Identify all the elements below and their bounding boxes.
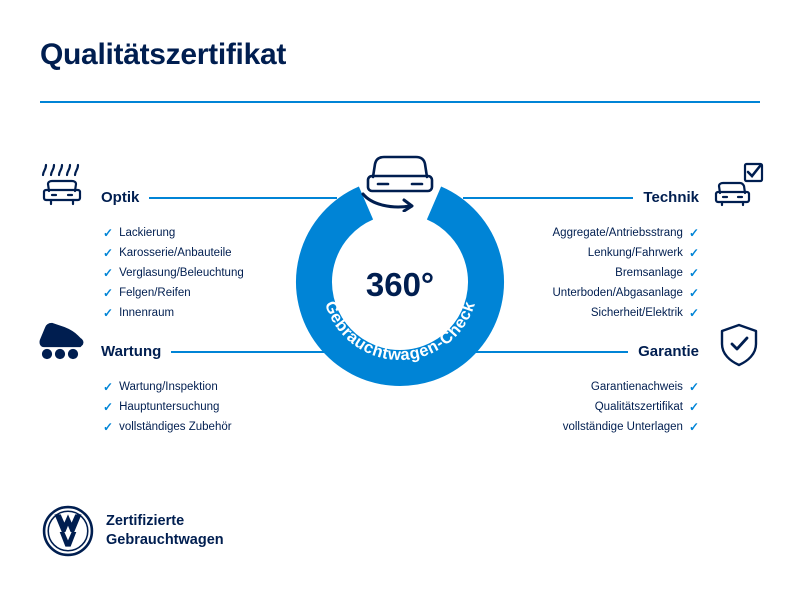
list-item: [103, 243, 323, 263]
list-item-label: Unterboden/Abgasanlage: [552, 287, 683, 299]
check-icon: ✓: [103, 380, 114, 394]
list-item: [103, 223, 323, 243]
check-icon: ✓: [103, 286, 114, 300]
check-icon: ✓: [688, 420, 699, 434]
check-icon: ✓: [688, 226, 699, 240]
check-icon: ✓: [688, 306, 699, 320]
section-list-technik: [479, 223, 699, 323]
list-item: [479, 263, 699, 283]
check-icon: ✓: [688, 246, 699, 260]
vw-logo: [42, 505, 94, 557]
list-item-label: Wartung/Inspektion: [119, 381, 218, 393]
section-list-garantie: [479, 377, 699, 437]
car-wash-icon: [38, 162, 86, 213]
360-check-graphic: [292, 150, 508, 390]
section-list-optik: [103, 223, 323, 323]
car-rotate-icon: [350, 150, 450, 212]
check-icon: ✓: [688, 380, 699, 394]
list-item: [103, 303, 323, 323]
list-item: [103, 283, 323, 303]
list-item-label: Aggregate/Antriebsstrang: [552, 227, 683, 239]
page-title: Qualitätszertifikat: [40, 38, 287, 71]
list-item: [479, 377, 699, 397]
check-icon: ✓: [688, 286, 699, 300]
footer-line-1: Zertifizierte: [106, 513, 185, 529]
list-item-label: Garantienachweis: [590, 381, 683, 393]
section-title-wartung: Wartung: [101, 343, 162, 360]
list-item-label: Felgen/Reifen: [119, 287, 191, 299]
list-item: [103, 377, 323, 397]
section-title-optik: Optik: [101, 189, 140, 206]
car-lift-icon: [36, 318, 88, 367]
list-item: [103, 417, 323, 437]
ring-label: Gebrauchtwagen-Check: [321, 298, 479, 365]
check-icon: ✓: [103, 226, 114, 240]
check-icon: ✓: [103, 306, 114, 320]
list-item: [479, 397, 699, 417]
list-item-label: Innenraum: [119, 307, 175, 319]
list-item: [479, 243, 699, 263]
list-item: [479, 283, 699, 303]
shield-check-icon: [718, 322, 760, 373]
list-item-label: Sicherheit/Elektrik: [590, 307, 683, 319]
check-icon: ✓: [103, 400, 114, 414]
check-icon: ✓: [688, 400, 699, 414]
list-item-label: Verglasung/Beleuchtung: [119, 267, 244, 279]
check-icon: ✓: [103, 246, 114, 260]
header-divider: [40, 101, 760, 103]
list-item-label: Lenkung/Fahrwerk: [587, 247, 683, 259]
list-item-label: Karosserie/Anbauteile: [119, 247, 232, 259]
list-item-label: vollständiges Zubehör: [119, 421, 232, 433]
list-item: [479, 303, 699, 323]
section-list-wartung: [103, 377, 323, 437]
list-item: [479, 417, 699, 437]
list-item: [103, 263, 323, 283]
footer-line-2: Gebrauchtwagen: [106, 532, 224, 548]
car-checklist-icon: [714, 162, 764, 213]
list-item: [479, 223, 699, 243]
section-title-garantie: Garantie: [638, 343, 699, 360]
check-icon: ✓: [688, 266, 699, 280]
list-item-label: Lackierung: [119, 227, 176, 239]
list-item-label: vollständige Unterlagen: [562, 421, 683, 433]
footer-brand: [42, 505, 224, 557]
footer-text: [106, 512, 224, 550]
degrees-label: 360°: [365, 266, 435, 303]
list-item-label: Hauptuntersuchung: [119, 401, 220, 413]
section-title-technik: Technik: [643, 189, 699, 206]
list-item: [103, 397, 323, 417]
check-icon: ✓: [103, 420, 114, 434]
list-item-label: Qualitätszertifikat: [594, 401, 683, 413]
check-icon: ✓: [103, 266, 114, 280]
list-item-label: Bremsanlage: [615, 267, 683, 279]
